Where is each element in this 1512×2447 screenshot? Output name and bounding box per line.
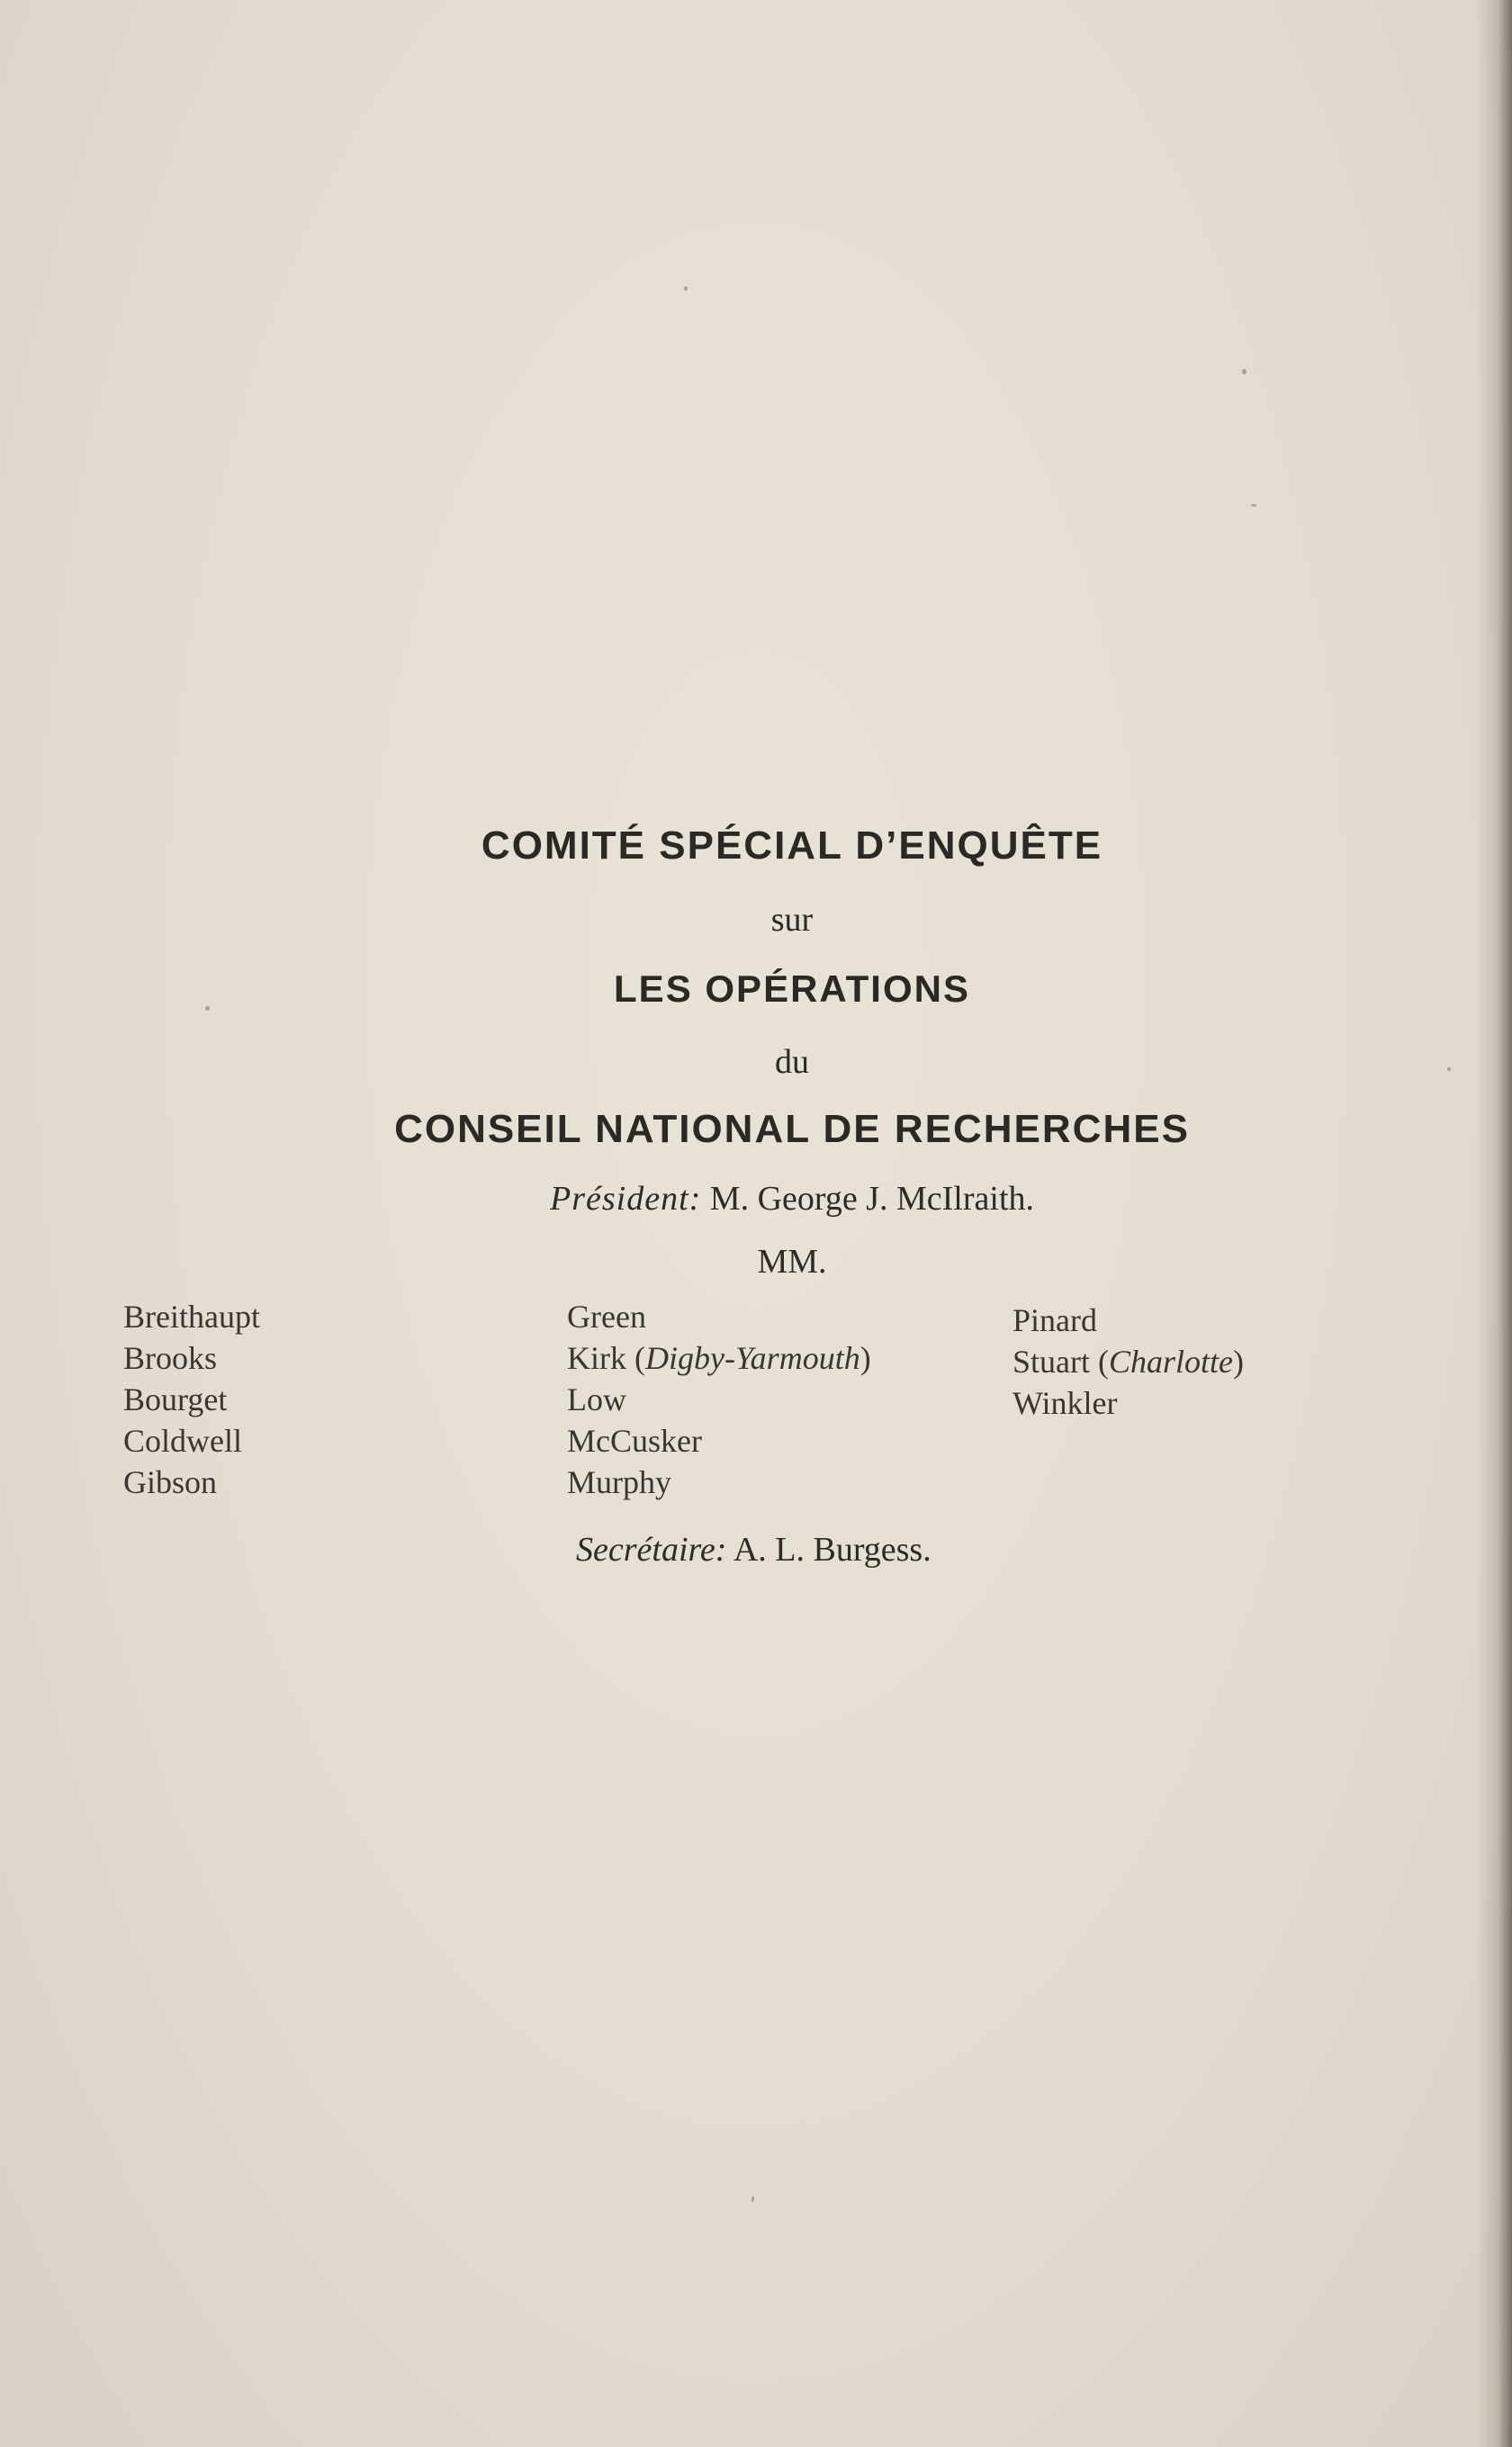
member-entry: Kirk (Digby-Yarmouth) (567, 1340, 871, 1376)
committee-title: COMITÉ SPÉCIAL D’ENQUÊTE (481, 823, 1103, 868)
secretary-name: A. L. Burgess. (733, 1531, 932, 1569)
paper-speck (1251, 504, 1256, 507)
council-title: CONSEIL NATIONAL DE RECHERCHES (394, 1107, 1190, 1151)
member-entry (567, 1462, 871, 1503)
member-entry (567, 1379, 871, 1420)
member-riding: Charlotte (1109, 1344, 1234, 1380)
members-column-1 (123, 1296, 260, 1503)
operations-title: LES OPÉRATIONS (614, 967, 970, 1010)
member-name: Green (567, 1299, 646, 1335)
member-riding: Digby-Yarmouth (645, 1340, 860, 1376)
secretary-label: Secrétaire: (576, 1531, 727, 1569)
paper-speck (752, 2196, 754, 2202)
member-name: Pinard (1012, 1302, 1097, 1338)
member-name: Murphy (567, 1464, 671, 1500)
members-header: MM. (757, 1243, 827, 1281)
member-entry (1012, 1300, 1244, 1341)
president-label: Président: (549, 1180, 702, 1218)
member-entry (567, 1420, 871, 1462)
heading-du: du (775, 1043, 809, 1081)
member-name: Stuart (1012, 1344, 1090, 1380)
president-name: M. George J. McIlraith. (709, 1180, 1035, 1218)
member-name: Gibson (123, 1464, 218, 1500)
page-edge-shadow (1476, 0, 1512, 2447)
member-entry: Stuart (Charlotte) (1012, 1344, 1245, 1380)
paper-speck (684, 286, 688, 291)
member-name: McCusker (567, 1423, 702, 1459)
member-name: Low (567, 1381, 626, 1417)
paper-speck (205, 1006, 210, 1011)
member-entry (567, 1296, 871, 1337)
member-name: Breithaupt (123, 1299, 260, 1335)
members-column-2 (567, 1296, 871, 1503)
paper-speck (1242, 369, 1246, 374)
president-line (0, 1179, 1512, 1219)
member-name: Bourget (123, 1381, 228, 1417)
secretary-line (576, 1530, 932, 1570)
member-name: Coldwell (123, 1423, 242, 1459)
paper-speck (1447, 1067, 1451, 1071)
member-name: Kirk (567, 1340, 626, 1376)
member-name: Winkler (1012, 1385, 1118, 1421)
heading-sur: sur (770, 901, 814, 939)
members-column-3 (1012, 1300, 1244, 1424)
member-name: Brooks (123, 1340, 218, 1376)
member-entry (1012, 1382, 1244, 1424)
